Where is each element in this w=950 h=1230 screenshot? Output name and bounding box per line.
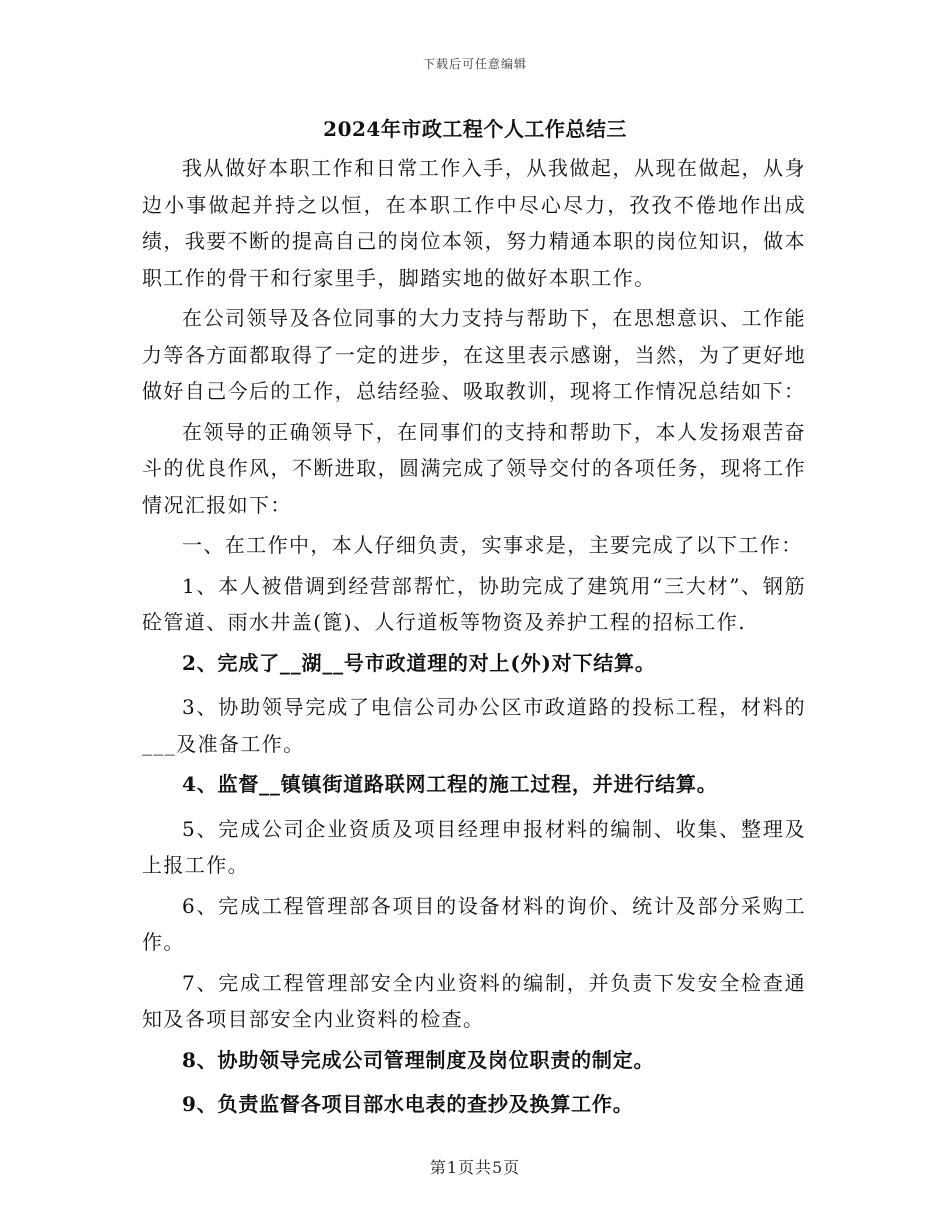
list-item-7: 7、完成工程管理部安全内业资料的编制，并负责下发安全检查通知及各项目部安全内业资料的检查。 xyxy=(142,970,806,1031)
section-heading-work: 一、在工作中，本人仔细负责，实事求是，主要完成了以下工作： xyxy=(182,533,803,557)
list-item-9: 9、负责监督各项目部水电表的查抄及换算工作。 xyxy=(182,1092,634,1116)
list-item-6: 6、完成工程管理部各项目的设备材料的询价、统计及部分采购工作。 xyxy=(142,893,806,954)
paragraph-thanks: 在公司领导及各位同事的大力支持与帮助下，在思想意识、工作能力等各方面都取得了一定的进步，在这里表示感谢，当然，为了更好地做好自己今后的工作，总结经验、吸取教训，现将工作情况总结如下： xyxy=(142,306,806,403)
list-item-1: 1、本人被借调到经营部帮忙，协助完成了建筑用“三大材”、钢筋砼管道、雨水井盖(篦)、人行道板等物资及养护工程的招标工作. xyxy=(142,573,806,634)
page-number: 第1页共5页 xyxy=(429,1158,521,1177)
list-item-2: 2、完成了__湖__号市政道理的对上(外)对下结算。 xyxy=(182,650,656,675)
list-item-4: 4、监督__镇镇街道路联网工程的施工过程，并进行结算。 xyxy=(182,772,718,796)
paragraph-intro: 我从做好本职工作和日常工作入手，从我做起，从现在做起，从身边小事做起并持之以恒，在本职工作中尽心尽力，孜孜不倦地作出成绩，我要不断的提高自己的岗位本领，努力精通本职的岗位知识，做本职工作的骨干和行家里手，脚踏实地的做好本职工作。 xyxy=(142,156,806,290)
list-item-5: 5、完成公司企业资质及项目经理申报材料的编制、收集、整理及上报工作。 xyxy=(142,816,806,877)
paragraph-report-intro: 在领导的正确领导下，在同事们的支持和帮助下，本人发扬艰苦奋斗的优良作风，不断进取，圆满完成了领导交付的各项任务，现将工作情况汇报如下： xyxy=(142,419,806,517)
list-item-3: 3、协助领导完成了电信公司办公区市政道路的投标工程，材料的___及准备工作。 xyxy=(142,695,806,756)
list-item-8: 8、协助领导完成公司管理制度及岗位职责的制定。 xyxy=(182,1047,655,1072)
header-note: 下载后可任意编辑 xyxy=(422,57,527,71)
document-title: 2024年市政工程个人工作总结三 xyxy=(323,117,627,141)
document-body xyxy=(142,150,806,1131)
